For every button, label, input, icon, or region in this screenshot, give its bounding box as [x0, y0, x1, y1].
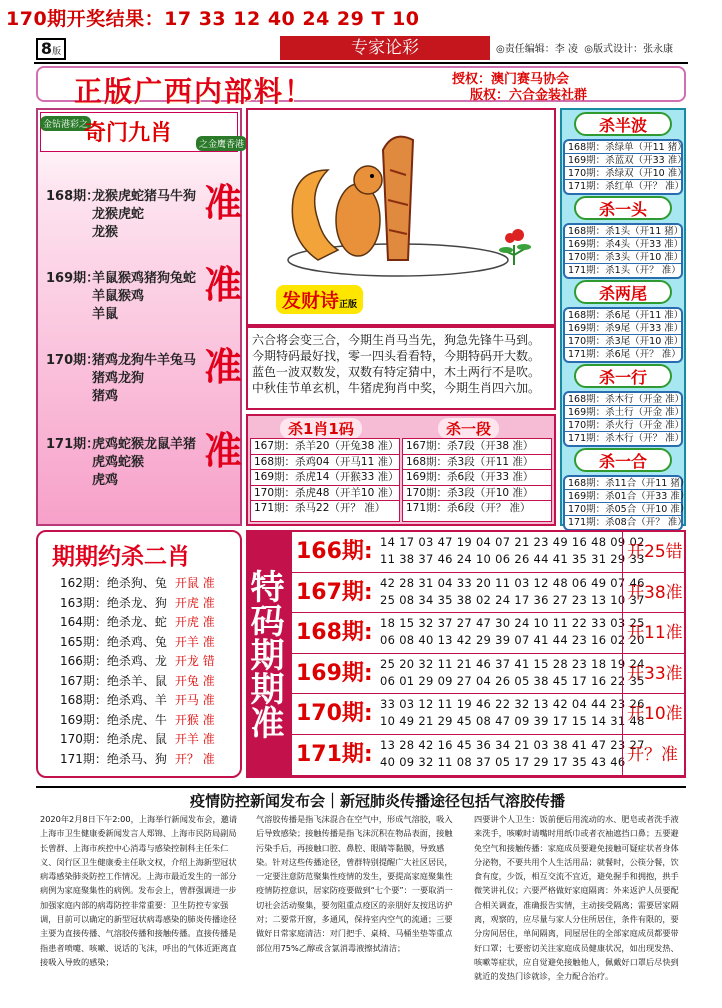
qiqi-period-text: 170期：绝杀虎、鼠 — [60, 732, 167, 746]
poem-line: 六合将会变三合，今期生肖马当先，狗急先锋牛马到。 — [252, 333, 541, 347]
right-section-row: 170期：杀绿双（开10 准） — [565, 167, 681, 180]
tema-numbers-line-2: 11 38 37 46 24 10 06 26 44 41 35 31 29 33 — [380, 552, 645, 566]
qiqi-row — [60, 730, 236, 750]
banner-auth-2: 版权：六合金装社群 — [470, 88, 588, 103]
qiqi-result: 开虎 准 — [174, 615, 215, 629]
qiqi-row — [60, 613, 236, 633]
qiqi-result: 开鼠 准 — [174, 576, 215, 590]
qiqi-result: 开羊 准 — [174, 732, 215, 746]
tema-numbers — [380, 615, 645, 649]
tema-numbers — [380, 696, 645, 730]
qiqi-result: 开兔 准 — [174, 673, 215, 688]
qiqi-rows — [60, 574, 236, 769]
qiqi-period-text: 165期：绝杀鸡、兔 — [60, 634, 167, 649]
qimen-line-2: 龙猴 — [92, 225, 119, 240]
qimen-line-8: 虎鸡蛇猴龙鼠羊猪 — [92, 437, 197, 452]
tema-numbers-line-1: 13 28 42 16 45 36 34 21 03 38 41 47 23 27 — [380, 738, 645, 752]
qiqi-period-text: 169期：绝杀虎、牛 — [60, 712, 167, 727]
poem-line: 今期特码最好找，零一四头看看特，今期特码开大数。 — [252, 349, 541, 363]
kill2-row: 168期：杀3段（开11 准） — [403, 455, 551, 471]
qimen-accurate-mark: 准 — [204, 428, 243, 473]
tema-numbers-line-1: 18 15 32 37 27 47 30 24 10 11 22 33 03 25 — [380, 616, 645, 631]
right-section-row: 171期：杀1头（开？ 准） — [568, 265, 681, 276]
right-section-row: 170期：杀3尾（开10 准） — [565, 335, 681, 348]
kill2-row: 171期：杀6段（开？ 准） — [406, 502, 531, 514]
qiqi-row — [60, 574, 236, 594]
qiqi-row — [60, 633, 236, 653]
kill2-row: 167期：杀7段（开38 准） — [403, 439, 551, 455]
qiqi-period-text: 171期：绝杀马、狗 — [60, 751, 167, 766]
draw-result-headline: 170期开奖结果：17 33 12 40 24 29 T 10 — [6, 8, 420, 30]
kill2-row: 169期：杀6段（开33 准） — [403, 470, 551, 486]
tema-numbers-line-2: 06 08 40 13 42 29 39 07 41 44 23 16 02 20 — [380, 633, 645, 648]
news-title: 疫情防控新闻发布会｜新冠肺炎传播途径包括气溶胶传播 — [190, 792, 566, 810]
qimen-line-4: 猪鸡龙狗 — [92, 371, 145, 386]
kill1-table — [250, 438, 400, 522]
qiqi-period-text: 163期：绝杀龙、狗 — [60, 595, 167, 610]
qimen-accurate-mark: 准 — [204, 180, 243, 225]
qiqi-result: 开猴 准 — [174, 712, 215, 727]
tema-result: 开？准 — [622, 735, 686, 775]
qimen-title: 奇门九肖 — [84, 121, 173, 146]
tema-numbers-line-2: 25 08 34 35 38 02 24 17 36 27 23 13 10 37 — [380, 592, 645, 607]
right-section-row: 170期：杀05合（开10 准） — [565, 503, 681, 516]
qimen-period: 171期： — [46, 437, 100, 452]
tema-period: 166期: — [296, 539, 373, 564]
qimen-period: 169期： — [46, 271, 100, 286]
qiqi-period-text: 168期：绝杀鸡、羊 — [60, 693, 167, 707]
qiqi-row — [60, 691, 236, 711]
right-section-title: 杀半波 — [574, 112, 672, 136]
tema-side-label: 特码期期准 — [248, 532, 292, 776]
right-section-row: 170期：杀火行（开金 准） — [565, 419, 681, 432]
qiqi-row — [60, 672, 236, 692]
qimen-line-2: 猪鸡 — [92, 389, 119, 404]
tema-row — [292, 573, 686, 614]
kill1-title: 杀1肖1码 — [280, 418, 362, 439]
tema-period: 169期: — [296, 660, 373, 686]
qiqi-row — [60, 750, 236, 770]
page-number: 8 — [40, 39, 53, 58]
page-number-badge — [36, 38, 66, 60]
right-section-row: 168期：杀木行（开金 准） — [565, 393, 681, 406]
qiqi-period-text: 167期：绝杀羊、鼠 — [60, 673, 167, 688]
tema-numbers — [380, 656, 645, 690]
qiqi-result: 开虎 准 — [174, 595, 215, 610]
qiqi-period-text: 166期：绝杀鸡、龙 — [60, 654, 167, 668]
tema-numbers-line-2: 10 49 21 29 45 08 47 09 39 17 15 14 31 48 — [380, 714, 645, 729]
credits — [496, 40, 673, 55]
tema-row — [292, 694, 686, 735]
tema-numbers-line-1: 14 17 03 47 19 04 07 21 23 49 16 48 09 02 — [380, 535, 645, 549]
qiqi-period-text: 162期：绝杀狗、兔 — [60, 576, 167, 590]
tema-result: 开33准 — [622, 654, 686, 694]
poem-tag-label: 发财诗 — [282, 290, 340, 312]
tema-result: 开38准 — [622, 573, 686, 613]
right-section-row: 168期：杀绿单（开11 猪） — [565, 141, 681, 154]
tema-row — [292, 654, 686, 695]
tema-numbers-line-2: 40 09 32 11 08 37 05 17 29 17 35 43 46 — [380, 755, 626, 769]
right-section-table — [563, 475, 690, 531]
qiqi-row — [60, 652, 236, 672]
qimen-line-4: 羊鼠猴鸡 — [92, 289, 145, 304]
qiqi-period-text: 164期：绝杀龙、蛇 — [60, 615, 167, 629]
qimen-period: 170期： — [46, 353, 100, 368]
right-section-row: 168期：杀1头（开11 猪） — [565, 225, 681, 238]
qimen-line-2: 羊鼠 — [92, 307, 119, 322]
kill1-row: 168期：杀鸡04（开马11 准） — [251, 455, 399, 471]
right-section-row: 171期：杀08合（开？ 准） — [568, 517, 687, 528]
tema-result: 开10准 — [622, 694, 686, 734]
right-section-row: 169期：杀01合（开33 准） — [565, 490, 681, 503]
right-section-row: 170期：杀3头（开10 准） — [565, 251, 681, 264]
kill1-row: 169期：杀虎14（开猴33 准） — [251, 470, 399, 486]
right-section-title: 杀一行 — [574, 364, 672, 388]
section-title: 专家论彩 — [280, 36, 490, 60]
right-section-title: 杀两尾 — [574, 280, 672, 304]
qimen-accurate-mark: 准 — [204, 344, 243, 389]
qiqi-row — [60, 594, 236, 614]
poem-tag — [276, 285, 363, 314]
right-section-row: 169期：杀蓝双（开33 准） — [565, 154, 681, 167]
kill1-row: 171期：杀马22（开？ 准） — [254, 502, 386, 514]
right-section-table — [563, 391, 683, 447]
tema-period: 171期: — [296, 742, 373, 767]
qimen-line-4: 虎鸡蛇猴 — [92, 455, 145, 470]
designer-credit: ◎版式设计：张永康 — [584, 44, 673, 55]
editor-credit: ◎责任编辑：李 凌 — [496, 44, 578, 55]
right-section-row: 169期：杀土行（开金 准） — [565, 406, 681, 419]
tema-period: 168期: — [296, 620, 373, 646]
tema-numbers-line-2: 06 01 29 09 27 04 26 05 38 45 17 16 22 35 — [380, 673, 645, 688]
tema-numbers — [380, 534, 645, 568]
right-section-row: 168期：杀11合（开11 猪） — [565, 477, 681, 490]
right-section-title: 杀一头 — [574, 196, 672, 220]
right-section-table — [563, 307, 683, 363]
kill2-row: 170期：杀3段（开10 准） — [403, 486, 551, 502]
tema-row — [292, 613, 686, 654]
kill2-title: 杀一段 — [438, 418, 499, 439]
qimen-line-8: 龙猴虎蛇猪马牛狗 — [92, 189, 197, 204]
qimen-period: 168期： — [46, 189, 100, 204]
right-section-row: 169期：杀4头（开33 准） — [565, 238, 681, 251]
banner-auth-1: 授权：澳门赛马协会 — [452, 72, 570, 87]
tema-numbers-line-1: 25 20 32 11 21 46 37 41 15 28 23 18 19 24 — [380, 656, 645, 671]
right-section-row: 171期：杀6尾（开？ 准） — [568, 349, 681, 360]
right-section-table — [563, 223, 683, 279]
poem-tag-small: 正版 — [339, 300, 358, 310]
news-column-1: 2020年2月8日下午2:00，上海举行新闻发布会，邀请上海市卫生健康委新闻发言人郑锦、上海市民防局副局长曾群、上海市疾控中心消毒与感染控制科主任朱仁义、闵行区卫生健康委主任耿文权，介绍上海新型冠状病毒感染肺炎防控工作情况。上海市最近发生的一部分病例为家庭聚集性的病例。发布会上，曾群强调进一步加强家庭内部的病毒防控非常重要：卫生防控专家强调，目前可以确定的新型冠状病毒感染的肺炎传播途径主要为直接传播、气溶胶传播和接触传播。直接传播是指患者喷嚏、咳嗽、说话的飞沫，呼出的气体近距离直接吸入导致的感染； — [40, 814, 238, 967]
qiqi-row — [60, 711, 236, 731]
kill1-row: 170期：杀虎48（开羊10 准） — [251, 486, 399, 502]
qimen-line-2: 虎鸡 — [92, 473, 119, 488]
banner-title: 正版广西内部料！ — [74, 75, 315, 108]
qimen-tag-right: 之金鹰香港 — [196, 136, 247, 151]
tema-result: 开25错 — [622, 532, 686, 572]
right-section-table — [563, 139, 687, 195]
qimen-line-8: 羊鼠猴鸡猪狗兔蛇 — [92, 271, 197, 286]
tema-numbers — [380, 737, 645, 771]
right-section-row: 171期：杀木行（开？ 准） — [568, 433, 685, 444]
tema-numbers-line-1: 42 28 31 04 33 20 11 03 12 48 06 49 07 46 — [380, 575, 645, 590]
news-column-2: 气溶胶传播是指飞沫混合在空气中，形成气溶胶，吸入后导致感染；接触传播是指飞沫沉积在物品表面，接触污染手后，再接触口腔、鼻腔、眼睛等黏膜，导致感染。针对这些传播途径，曾群特别提醒广大社区居民，一定要注意防范聚集性疫情的发生，要提高家庭聚集性疫情防控意识，居家防疫要做到“七个要”：一要取消一切社会活动聚集，要勿阻重点疫区的亲朋好友按迅访护对；二要常开窗，多通风，保持室内空气的流通；三要做好日常家庭清洁：对门把手、桌椅、马桶坐垫等重点部位用75%乙醇或含氯消毒液擦拭清洁； — [256, 814, 453, 953]
tema-numbers — [380, 575, 645, 609]
poem-line: 蓝色一波双数发，双数有特定猜中，木土两行不是吹。 — [252, 365, 541, 379]
right-section-row: 169期：杀9尾（开33 准） — [565, 322, 681, 335]
kill1-row: 167期：杀羊20（开兔38 准） — [251, 439, 399, 455]
qimen-accurate-mark: 准 — [204, 262, 243, 307]
qiqi-result: 开龙 错 — [174, 654, 215, 668]
tema-numbers-line-1: 33 03 12 11 19 46 22 32 13 42 04 44 23 26 — [380, 697, 645, 712]
poem-box — [246, 326, 556, 410]
tema-period: 170期: — [296, 701, 373, 727]
right-section-title: 杀一合 — [574, 448, 672, 472]
qiqi-title: 期期约杀二肖 — [52, 543, 190, 570]
qimen-line-4: 龙猴虎蛇 — [92, 207, 145, 222]
right-section-row: 171期：杀红单（开？ 准） — [568, 181, 685, 192]
qimen-line-8: 猪鸡龙狗牛羊兔马 — [92, 353, 197, 368]
tema-period: 167期: — [296, 579, 373, 605]
qimen-tag-left: 金钻港彩之 — [40, 116, 91, 131]
tema-row — [292, 735, 686, 776]
page-suffix: 版 — [52, 47, 62, 57]
header-divider — [34, 62, 688, 64]
tema-result: 开11准 — [622, 613, 686, 653]
tema-row — [292, 532, 686, 573]
right-section-row: 168期：杀6尾（开11 准） — [565, 309, 681, 322]
news-column-3: 四要讲个人卫生：饭前便后用流动的水、肥皂或者洗手液来洗手，咳嗽时请嘴时用纸巾或者衣袖遮挡口鼻；五要避免空气和接触传播：家庭成员要避免接触可疑症状者身体分泌物，不要共用个人生活用品；就餐时，公筷分餐，饮食有度，少饭，相互交流不宜近，避免握手和拥抱，拱手微笑讲礼仪；六要严格做好家庭隔离：外来返沪人员要配合相关调查，准确报告实情，主动接受隔离；需要居家隔离，观察的，应尽量与家人分住所居住，条件有限的，要分房间居住，单间隔离，同屋居住的全部家庭成员都要带好口罩；七要密切关注家庭成员健康状况，如出现发热、咳嗽等症状，应自觉避免接触他人，佩戴好口罩后尽快到就近的发热门诊就诊，全力配合治疗。 — [474, 814, 679, 982]
qiqi-result: 开？ 准 — [174, 751, 215, 766]
qiqi-result: 开马 准 — [174, 693, 215, 707]
poem-line: 中秋佳节单玄机，牛猪虎狗肖中奖，今期生肖四六加。 — [252, 381, 541, 395]
kill2-table — [402, 438, 552, 522]
qiqi-result: 开羊 准 — [174, 634, 215, 649]
